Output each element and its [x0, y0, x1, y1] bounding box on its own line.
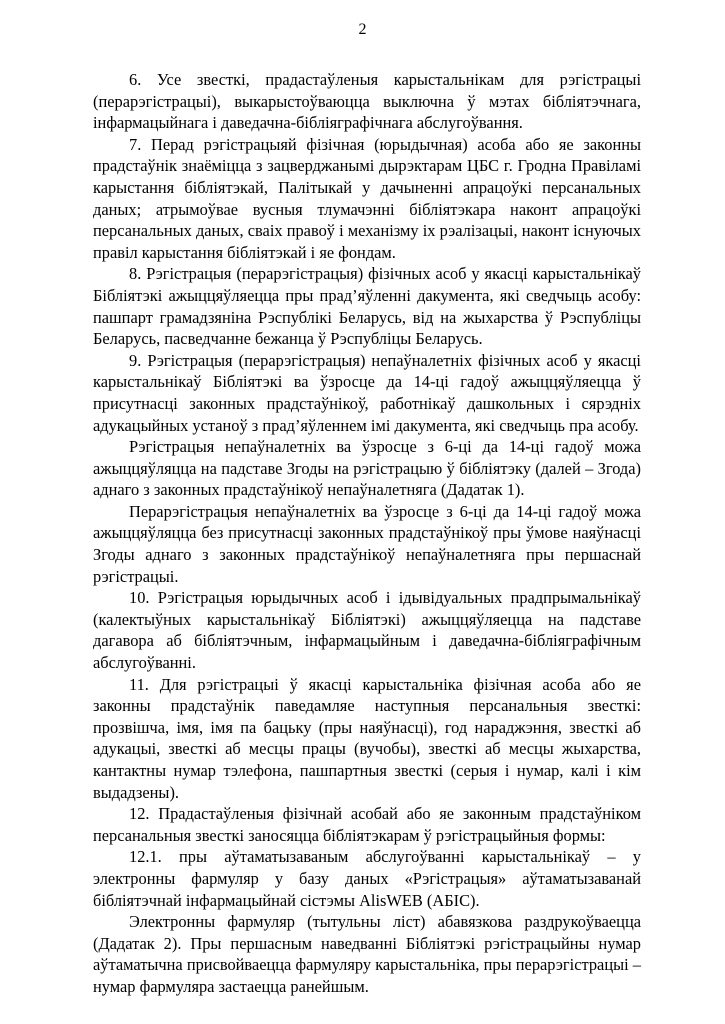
- paragraph-11: 11. Для рэгістрацыі ў якасці карыстальніка фізічная асоба або яе законны прадстаўнік паведамляе наступныя персанальныя звесткі: прозвішча, імя, імя па бацьку (пры наяўнасці), год нараджэння, звесткі аб адукацыі, звесткі аб месцы працы (вучобы), звесткі аб месцы жыхарства, кантактны нумар тэлефона, пашпартныя звесткі (серыя і нумар, калі і кім выдадзены).: [93, 674, 641, 802]
- paragraph-9-registration-minors: Рэгістрацыя непаўналетніх ва ўзросце з 6-ці да 14-ці гадоў можа ажыццяўляцца на падставе Згоды на рэгістрацыю ў бібліятэку (далей – Згода) аднаго з законных прадстаўнікоў непаўналетняга (Дадатак 1).: [93, 437, 641, 500]
- paragraph-10: 10. Рэгістрацыя юрыдычных асоб і ідывідуальных прадпрымальнікаў (калектыўных карыстальнікаў Бібліятэкі) ажыццяўляецца на падставе дагавора аб бібліятэчным, інфармацыйным і даведачна-бібліяграфічным абслугоўванні.: [93, 588, 641, 673]
- paragraph-7: 7. Перад рэгістрацыяй фізічная (юрыдычная) асоба або яе законны прадстаўнік знаёміцца з зацверджанымі дырэктарам ЦБС г. Гродна Правіламі карыстання бібліятэкай, Палітыкай у дачыненні апрацоўкі персанальных даных; атрымоўвае вусныя тлумачэнні бібліятэкара наконт апрацоўкі персанальных даных, сваіх правоў і механізму іх рэалізацыі, наконт існуючых правіл карыстання бібліятэкай і яе фондам.: [93, 134, 641, 262]
- document-body: [93, 69, 641, 998]
- page-number: 2: [358, 21, 367, 38]
- paragraph-12-1: 12.1. пры аўтаматызаваным абслугоўванні карыстальнікаў – у электронны фармуляр у базу даных «Рэгістрацыя» аўтаматызаванай бібліятэчнай інфармацыйнай сістэмы AlisWEB (АБІС).: [93, 847, 641, 910]
- paragraph-6: 6. Усе звесткі, прадастаўленыя карыстальнікам для рэгістрацыі (перарэгістрацыі), выкарыстоўваюцца выключна ў мэтах бібліятэчнага, інфармацыйнага і даведачна-бібліяграфічнага абслугоўвання.: [93, 70, 641, 133]
- paragraph-9: 9. Рэгістрацыя (перарэгістрацыя) непаўналетніх фізічных асоб у якасці карыстальнікаў Бібліятэкі ва ўзросце да 14-ці гадоў ажыццяўляецца ў присутнасці законных прадстаўнікоў, работнікаў дашкольных і сярэдніх адукацыйных устаноў з прад’яўленнем імі дакумента, які сведчыць пра асобу.: [93, 350, 641, 435]
- paragraph-12: 12. Прадастаўленыя фізічнай асобай або яе законным прадстаўніком персанальныя звесткі заносяцца бібліятэкарам ў рэгістрацыйныя формы:: [93, 804, 641, 845]
- paragraph-9-reregistration-minors: Перарэгістрацыя непаўналетніх ва ўзросце з 6-ці да 14-ці гадоў можа ажыццяўляцца без присутнасці законных прадстаўнікоў пры ўмове наяўнасці Згоды аднаго з законных прадстаўнікоў непаўналетняга пры першаснай рэгістрацыі.: [93, 501, 641, 586]
- paragraph-electronic-form: Электронны фармуляр (тытульны ліст) абавязкова раздрукоўваецца (Дадатак 2). Пры першасным наведванні Бібліятэкі рэгістрацыйны нумар аўтаматычна присвойваецца фармуляру карыстальніка, пры перарэгістрацыі – нумар фармуляра застаецца ранейшым.: [93, 912, 641, 996]
- paragraph-8: 8. Рэгістрацыя (перарэгістрацыя) фізічных асоб у якасці карыстальнікаў Бібліятэкі ажыццяўляецца пры прад’яўленні дакумента, які сведчыць асобу: пашпарт грамадзяніна Рэспублікі Беларусь, від на жыхарства ў Рэспубліцы Беларусь, пасведчанне бежанца ў Рэспубліцы Беларусь.: [93, 264, 641, 349]
